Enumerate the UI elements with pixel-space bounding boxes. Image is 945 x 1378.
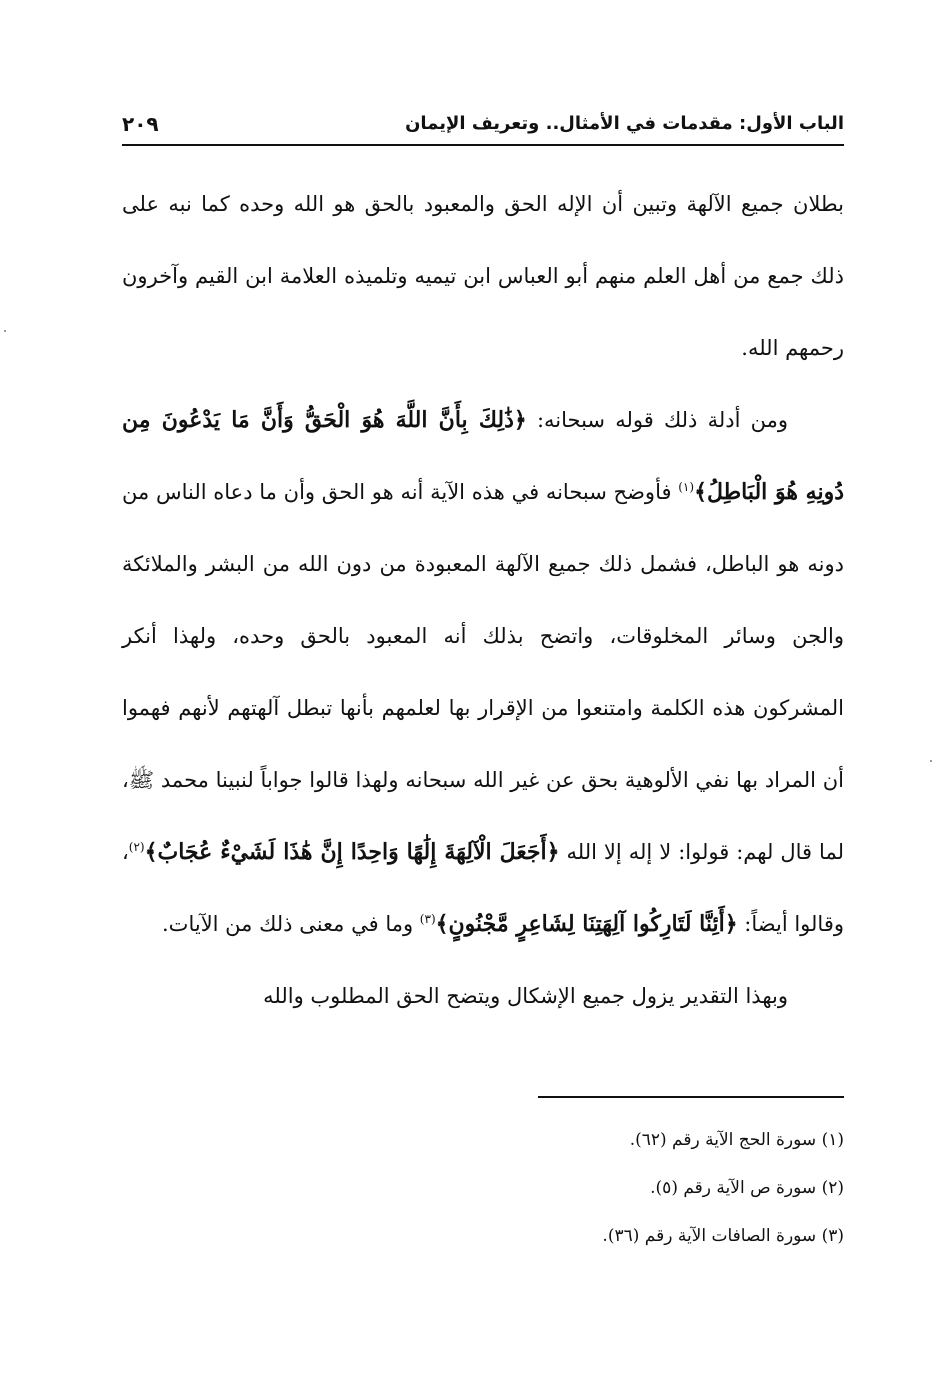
paragraph-3: وبهذا التقدير يزول جميع الإشكال ويتضح الحق المطلوب والله (263, 984, 788, 1008)
paragraph-2-text-3: وما في معنى ذلك من الآيات. (162, 912, 420, 936)
quran-verse-1: ﴿ذَٰلِكَ بِأَنَّ اللَّهَ هُوَ الْحَقُّ وَأَنَّ مَا يَدْعُونَ مِن دُونِهِ هُوَ الْبَاطِلُ﴾ (122, 407, 844, 505)
paragraph-2-text-1: فأوضح سبحانه في هذه الآية أنه هو الحق وأن ما دعاه الناس من دونه هو الباطل، فشمل ذلك جميع الآلهة المعبودة من دون الله من البشر والملائكة والجن وسائر المخلوقات، واتضح بذلك أنه المعبود بالحق وحده، ولهذا أنكر المشركون هذه الكلمة وامتنعوا من الإقرار بها لعلمهم بأنها تبطل آلهتهم لأنهم فهموا أن المراد بها نفي الألوهية بحق عن غير الله سبحانه ولهذا قالوا جواباً لنبينا محمد ﷺ، لما قال لهم: قولوا: لا إله إلا الله (122, 480, 844, 864)
paragraph-2-intro: ومن أدلة ذلك قوله سبحانه: (526, 408, 788, 432)
paragraph-2 (122, 384, 844, 960)
margin-speck (930, 760, 932, 762)
margin-speck (4, 330, 6, 332)
footnote-ref-3: (٣) (419, 912, 436, 926)
footnote-separator (538, 1096, 844, 1098)
footnote-3: (٣) سورة الصافات الآية رقم (٣٦). (602, 1226, 844, 1246)
footnotes (122, 1116, 844, 1260)
header-rule (122, 144, 844, 146)
page-number: ٢٠٩ (122, 112, 159, 136)
footnote-ref-1: (١) (678, 480, 695, 494)
quran-verse-3: ﴿أَئِنَّا لَتَارِكُوا آلِهَتِنَا لِشَاعِرٍ مَّجْنُونٍ﴾ (435, 911, 738, 937)
running-header (122, 108, 844, 140)
quran-verse-2: ﴿أَجَعَلَ الْآلِهَةَ إِلَٰهًا وَاحِدًا إِنَّ هَٰذَا لَشَيْءٌ عُجَابٌ﴾ (144, 839, 560, 865)
footnote-ref-2: (٢) (128, 840, 145, 854)
paragraph-2-text-2: ، وقالوا أيضاً: (122, 840, 844, 936)
main-text (122, 168, 844, 1032)
footnote-2: (٢) سورة ص الآية رقم (٥). (650, 1178, 844, 1198)
paragraph-1: بطلان جميع الآلهة وتبين أن الإله الحق والمعبود بالحق هو الله وحده كما نبه على ذلك جمع من أهل العلم منهم أبو العباس ابن تيميه وتلميذه العلامة ابن القيم وآخرون رحمهم الله. (122, 192, 844, 360)
chapter-title: الباب الأول: مقدمات في الأمثال.. وتعريف الإيمان (405, 113, 844, 134)
footnote-1: (١) سورة الحج الآية رقم (٦٢). (629, 1130, 844, 1150)
